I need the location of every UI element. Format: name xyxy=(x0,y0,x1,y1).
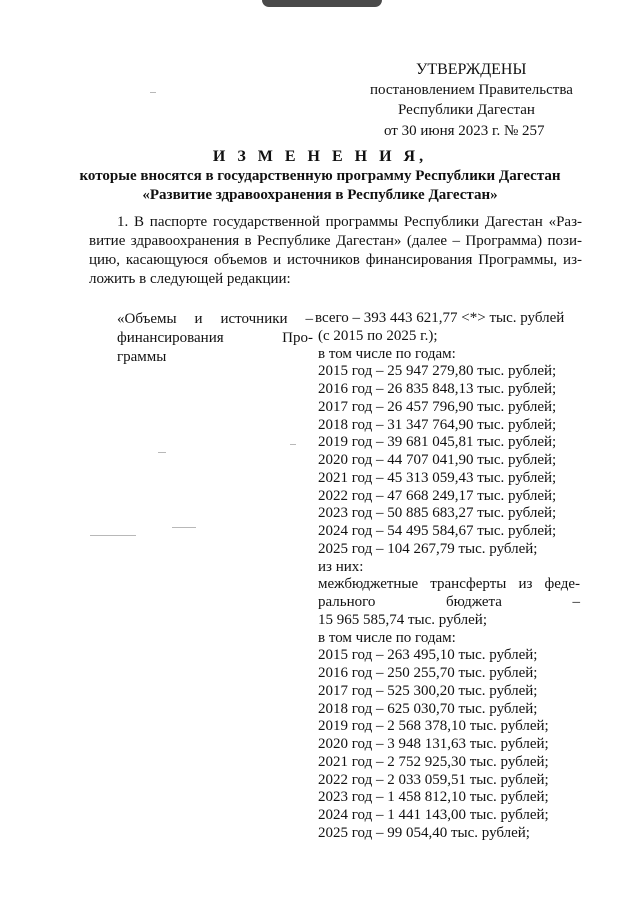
federal-year-row: 2025 год – 99 054,40 тыс. рублей; xyxy=(318,824,530,841)
funding-year-row: 2025 год – 104 267,79 тыс. рублей; xyxy=(318,540,538,557)
funding-label-cell xyxy=(117,310,313,367)
scan-mark xyxy=(262,0,382,7)
funding-year-row: 2021 год – 45 313 059,43 тыс. рублей; xyxy=(318,469,557,486)
paragraph-line: цию, касающуюся объемов и источников финансирования Программы, из- xyxy=(89,252,582,268)
approval-date: от 30 июня 2023 г. № 257 xyxy=(384,123,545,139)
federal-year-row: 2016 год – 250 255,70 тыс. рублей; xyxy=(318,665,538,681)
federal-year-row: 2018 год – 625 030,70 тыс. рублей; xyxy=(318,700,538,717)
funding-label-line: граммы xyxy=(117,349,167,365)
funding-total: всего – 393 443 621,77 <*> тыс. рублей xyxy=(315,310,565,326)
federal-year-row: 2023 год – 1 458 812,10 тыс. рублей; xyxy=(318,789,549,806)
funding-year-row: 2024 год – 54 495 584,67 тыс. рублей; xyxy=(318,523,557,539)
funding-year-row: 2020 год – 44 707 041,90 тыс. рублей; xyxy=(318,452,557,468)
scan-smudge xyxy=(150,92,156,93)
federal-year-row: 2024 год – 1 441 143,00 тыс. рублей; xyxy=(318,807,549,823)
funding-label-line: «Объемы и источники – xyxy=(117,311,313,327)
document-subtitle-line-2: «Развитие здравоохранения в Республике Дагестан» xyxy=(142,187,498,203)
scan-smudge xyxy=(290,444,296,445)
funding-year-row: 2016 год – 26 835 848,13 тыс. рублей; xyxy=(318,381,557,397)
funding-year-row: 2018 год – 31 347 764,90 тыс. рублей; xyxy=(318,416,557,433)
scan-smudge xyxy=(90,535,136,536)
scan-smudge xyxy=(172,527,196,528)
federal-year-row: 2021 год – 2 752 925,30 тыс. рублей; xyxy=(318,753,549,770)
federal-year-row: 2017 год – 525 300,20 тыс. рублей; xyxy=(318,682,538,699)
paragraph-line: витие здравоохранения в Республике Дагестан» (далее – Программа) пози- xyxy=(89,233,582,249)
approval-line-2: Республики Дагестан xyxy=(398,102,535,118)
paragraph-line: 1. В паспорте государственной программы Республики Дагестан «Раз- xyxy=(117,214,582,230)
document-title: И З М Е Н Е Н И Я, xyxy=(212,148,428,165)
funding-year-row: 2019 год – 39 681 045,81 тыс. рублей; xyxy=(318,434,557,451)
funding-row: (с 2015 по 2025 г.); xyxy=(318,327,438,344)
federal-year-row: 2020 год – 3 948 131,63 тыс. рублей; xyxy=(318,736,549,752)
funding-row: межбюджетные трансферты из феде- xyxy=(318,576,580,593)
funding-year-row: 2023 год – 50 885 683,27 тыс. рублей; xyxy=(318,505,557,522)
approval-line-1: постановлением Правительства xyxy=(370,82,573,98)
scan-smudge xyxy=(158,452,166,453)
federal-year-row: 2019 год – 2 568 378,10 тыс. рублей; xyxy=(318,718,549,735)
federal-year-row: 2015 год – 263 495,10 тыс. рублей; xyxy=(318,647,538,664)
funding-year-row: 2022 год – 47 668 249,17 тыс. рублей; xyxy=(318,487,557,504)
funding-row: рального бюджета – xyxy=(318,594,580,610)
paragraph-line: ложить в следующей редакции: xyxy=(89,271,291,287)
document-subtitle-line-1: которые вносятся в государственную программу Республики Дагестан xyxy=(79,168,561,184)
funding-year-row: 2015 год – 25 947 279,80 тыс. рублей; xyxy=(318,363,557,380)
funding-label-line: финансирования Про- xyxy=(117,330,313,346)
funding-row: в том числе по годам: xyxy=(318,629,456,646)
approval-title: УТВЕРЖДЕНЫ xyxy=(416,61,527,78)
federal-transfers-total: 15 965 585,74 тыс. рублей; xyxy=(318,611,487,628)
funding-values-cell xyxy=(315,310,580,843)
intro-paragraph xyxy=(89,213,582,289)
funding-row: из них: xyxy=(318,558,364,575)
funding-row: в том числе по годам: xyxy=(318,345,456,362)
funding-year-row: 2017 год – 26 457 796,90 тыс. рублей; xyxy=(318,398,557,415)
federal-year-row: 2022 год – 2 033 059,51 тыс. рублей; xyxy=(318,771,549,788)
